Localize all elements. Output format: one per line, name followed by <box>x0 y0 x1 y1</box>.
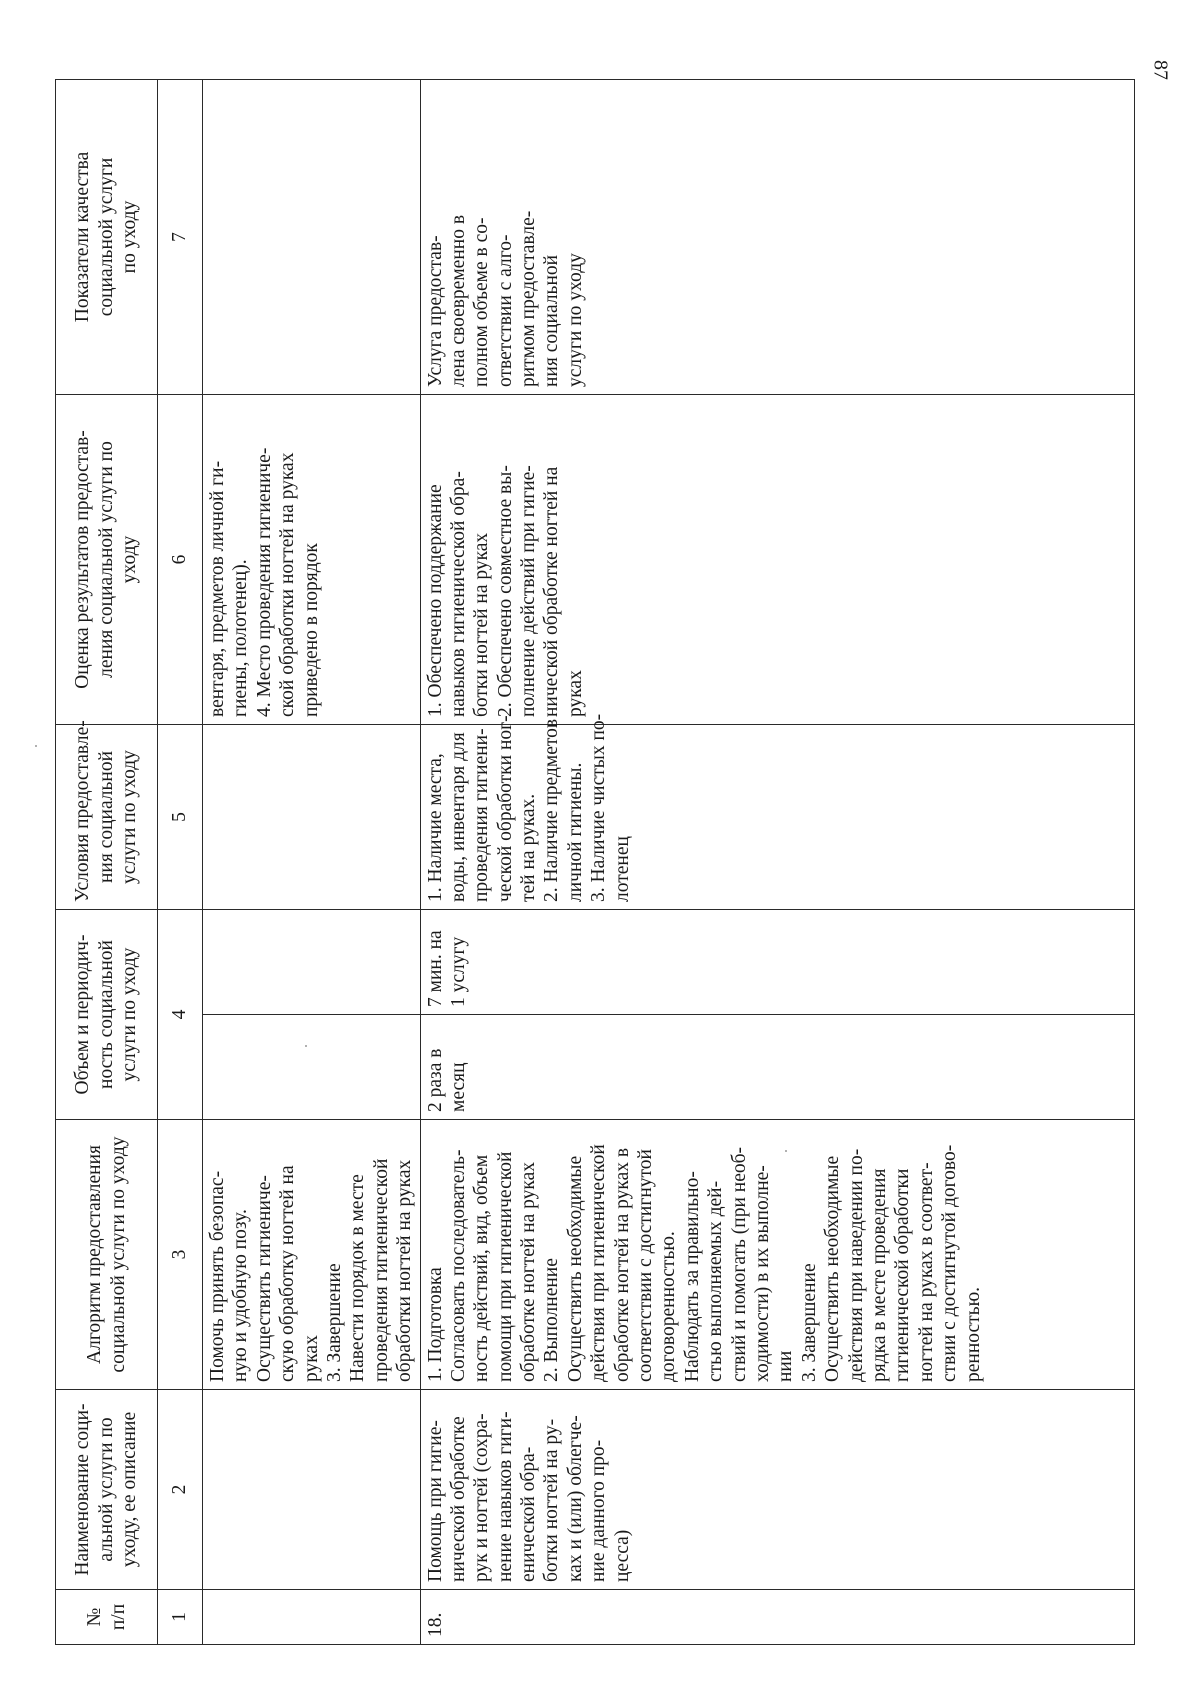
text-line: лотенец <box>611 836 633 902</box>
text-line: обработки ногтей на руках <box>394 1159 416 1382</box>
continuation-name-cell <box>203 1390 421 1590</box>
row-18-periodicity <box>420 1015 1134 1120</box>
continuation-periodicity-cell <box>203 1015 421 1120</box>
text-line: нической обработке ногтей на <box>541 466 563 717</box>
text-line: ботки ногтей на ру- <box>541 1418 563 1582</box>
text-line: Помочь принять безопас- <box>207 1170 228 1382</box>
text-line: альной услуги по <box>95 1417 117 1562</box>
text-line: по уходу <box>119 200 141 274</box>
text-line: 2 раза в <box>424 1048 446 1112</box>
text-line: Условия предоставле- <box>72 720 94 902</box>
text-line: Навести порядок в месте <box>347 1174 369 1382</box>
continuation-row <box>203 80 421 1645</box>
scan-speck <box>305 1045 307 1047</box>
text-line: полном объеме в со- <box>471 217 493 387</box>
text-line: навыков гигиенической обра- <box>447 471 469 717</box>
text-line: 7 мин. на <box>424 930 446 1007</box>
text-line: приведено в порядок <box>300 543 322 717</box>
row-18-service-name <box>420 1390 1134 1590</box>
text-line: стью выполняемых дей- <box>705 1180 727 1382</box>
text-line: воды, инвентаря для <box>447 732 469 902</box>
text-line: Оценка результатов предостав- <box>72 430 94 689</box>
column-number-2: 2 <box>158 1390 203 1590</box>
header-col-4 <box>56 910 158 1120</box>
text-line: Согласовать последователь- <box>447 1149 469 1382</box>
rotated-page-content <box>55 80 1135 1645</box>
text-line: ствии с достигнутой догово- <box>939 1144 961 1382</box>
text-line: 1. Обеспечено поддержание <box>424 484 446 717</box>
text-line: ногтей на руках в соответ- <box>915 1162 937 1382</box>
text-line: ния социальной <box>95 750 117 884</box>
text-line: рядка в месте проведения <box>868 1168 890 1382</box>
text-line: обработке ногтей на руках в <box>611 1147 633 1382</box>
text-line: 2. Обеспечено совместное вы- <box>494 465 516 717</box>
column-number-3: 3 <box>158 1120 203 1390</box>
text-line: Алгоритм предоставления <box>84 1145 106 1364</box>
text-line: действия при гигиенической <box>588 1144 610 1382</box>
text-line: 3. Завершение <box>323 1263 345 1382</box>
text-line: ческой обработки ног- <box>494 715 516 902</box>
column-number-5: 5 <box>158 725 203 910</box>
text-line: лена своевременно в <box>447 214 469 387</box>
row-18-number: 18. <box>420 1590 1134 1645</box>
continuation-evaluation-cell <box>203 395 421 725</box>
text-line: 1. Подготовка <box>424 1267 446 1382</box>
text-line: ствий и помогать (при необ- <box>728 1146 750 1382</box>
row-18-quality <box>420 80 1134 395</box>
column-number-6: 6 <box>158 395 203 725</box>
text-line: ритмом предоставле- <box>518 210 540 387</box>
rotated-table-container <box>55 80 1135 1645</box>
row-18-volume <box>420 910 1134 1015</box>
text-line: ках и (или) облегче- <box>564 1415 586 1582</box>
header-col-3 <box>56 1120 158 1390</box>
text-line: уходу <box>119 535 141 584</box>
text-line: личной гигиены. <box>564 762 586 902</box>
header-col-1 <box>56 1590 158 1645</box>
page-number: 87 <box>1149 60 1172 80</box>
text-line: енической обра- <box>518 1446 540 1582</box>
text-line: 4. Место проведения гигиениче- <box>253 447 275 717</box>
continuation-algorithm-cell <box>203 1120 421 1390</box>
text-line: 3. Наличие чистых по- <box>588 713 610 902</box>
text-line: Наименование соци- <box>72 1403 94 1576</box>
text-line: Объем и периодич- <box>72 934 94 1095</box>
text-line: вентаря, предметов личной ги- <box>207 460 228 717</box>
text-line: цесса) <box>611 1529 633 1582</box>
text-line: 1 услугу <box>447 936 469 1007</box>
text-line: ную и удобную позу. <box>230 1209 252 1382</box>
continuation-number-cell <box>203 1590 421 1645</box>
text-line: скую обработку ногтей на <box>277 1165 299 1382</box>
text-line: Осуществить гигиениче- <box>253 1175 275 1382</box>
text-line: нии <box>775 1350 797 1382</box>
text-line: 2. Выполнение <box>541 1258 563 1382</box>
column-number-4: 4 <box>158 910 203 1120</box>
text-line: нической обработке <box>447 1416 469 1582</box>
row-18-evaluation <box>420 395 1134 725</box>
column-number-7: 7 <box>158 80 203 395</box>
text-line: руках <box>300 1335 322 1382</box>
text-line: ления социальной услуги по <box>95 441 117 678</box>
header-col-6 <box>56 395 158 725</box>
header-row <box>56 80 158 1645</box>
continuation-conditions-cell <box>203 725 421 910</box>
text-line: услуги по уходу <box>119 947 141 1082</box>
text-line: 3. Завершение <box>798 1263 820 1382</box>
header-col-7 <box>56 80 158 395</box>
text-line: Помощь при гигие- <box>424 1420 446 1582</box>
text-line: тей на руках. <box>518 793 540 902</box>
text-line: Показатели качества <box>72 151 94 323</box>
table-row-18 <box>420 80 1134 1645</box>
text-line: Услуга предостав- <box>424 235 446 387</box>
text-line: № <box>84 1607 106 1627</box>
text-line: уходу, ее описание <box>119 1411 141 1568</box>
text-line: гигиенической обработки <box>892 1168 914 1382</box>
scan-speck <box>35 745 37 747</box>
text-line: месяц <box>447 1062 469 1112</box>
scan-speck <box>785 1150 787 1152</box>
text-line: Наблюдать за правильно- <box>681 1171 703 1382</box>
text-line: ответствии с алго- <box>494 234 516 387</box>
text-line: обработке ногтей на руках <box>518 1162 540 1382</box>
text-line: ренностью. <box>962 1286 984 1382</box>
text-line: рук и ногтей (сохра- <box>471 1413 493 1582</box>
text-line: ние данного про- <box>588 1439 610 1582</box>
text-line: действия при наведении по- <box>845 1148 867 1382</box>
column-number-row <box>158 80 203 1645</box>
continuation-quality-cell <box>203 80 421 395</box>
text-line: ность действий, вид, объем <box>471 1154 493 1382</box>
text-line: ской обработки ногтей на руках <box>277 452 299 717</box>
text-line: ботки ногтей на руках <box>471 532 493 717</box>
row-18-algorithm <box>420 1120 1134 1390</box>
text-line: услуги по уходу <box>119 750 141 884</box>
text-line: ния социальной <box>541 254 563 387</box>
text-line: Осуществить необходимые <box>564 1155 586 1382</box>
text-line: социальной услуги <box>95 157 117 317</box>
text-line: 2. Наличие предметов <box>541 718 563 902</box>
text-line: ность социальной <box>95 940 117 1089</box>
text-line: нение навыков гиги- <box>494 1411 516 1582</box>
header-col-5 <box>56 720 158 910</box>
text-line: проведения гигиенической <box>370 1158 392 1382</box>
text-line: п/п <box>107 1603 129 1631</box>
text-line: гиены, полотенец). <box>230 559 252 717</box>
text-line: руках <box>564 670 586 717</box>
text-line: ходимости) в их выполне- <box>751 1165 773 1382</box>
text-line: социальной услуги по уходу <box>107 1136 129 1373</box>
text-line: проведения гигиени- <box>471 728 493 902</box>
text-line: услуги по уходу <box>564 253 586 387</box>
continuation-volume-cell <box>203 910 421 1015</box>
text-line: полнение действий при гигие- <box>518 465 540 717</box>
row-18-conditions <box>420 713 1134 910</box>
text-line: соответствии с достигнутой <box>635 1149 657 1382</box>
social-services-table <box>55 79 1135 1645</box>
text-line: помощи при гигиенической <box>494 1151 516 1382</box>
text-line: 1. Наличие места, <box>424 753 446 902</box>
text-line: Осуществить необходимые <box>822 1155 844 1382</box>
column-number-1: 1 <box>158 1590 203 1645</box>
header-col-2 <box>56 1390 158 1590</box>
text-line: договоренностью. <box>658 1231 680 1382</box>
